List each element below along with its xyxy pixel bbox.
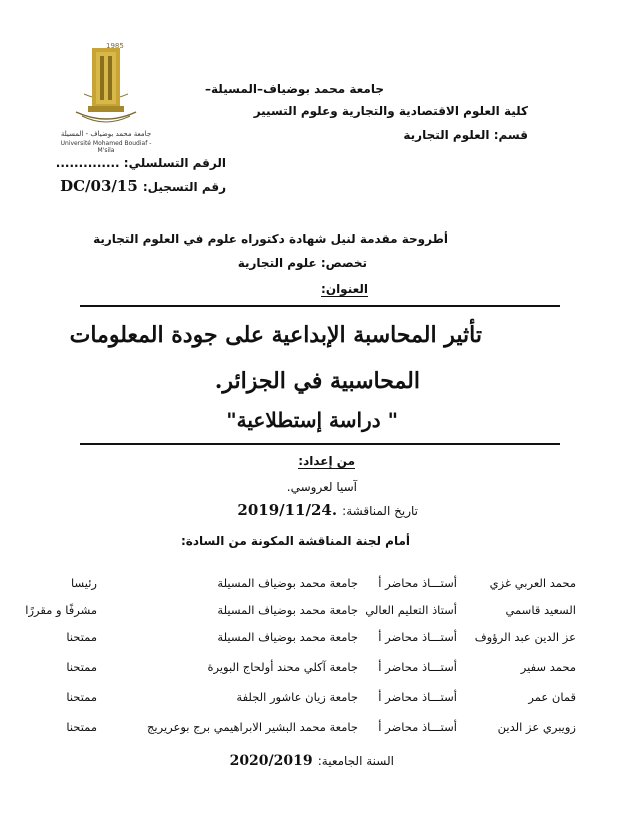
- committee-row: [0, 576, 620, 596]
- academic-year-label: السنة الجامعية:: [317, 754, 394, 768]
- member-role: ممتحنا: [66, 660, 97, 674]
- university-name: جامعة محمد بوضياف–المسيلة–: [205, 82, 384, 96]
- academic-year-value: 2020/2019: [229, 753, 313, 769]
- member-rank: أستـــاذ محاضر أ: [378, 630, 457, 644]
- logo-year: 1985: [106, 42, 124, 50]
- member-role: ممتحنا: [66, 690, 97, 704]
- member-name: السعيد قاسمي: [505, 603, 576, 617]
- title-label: العنوان:: [321, 282, 368, 296]
- member-name: زويبري عز الدين: [497, 720, 576, 734]
- committee-table: [0, 576, 620, 746]
- committee-row: [0, 690, 620, 710]
- committee-row: [0, 603, 620, 623]
- thesis-title-line2: المحاسبية في الجزائر.: [214, 368, 420, 394]
- tower-icon: [56, 36, 156, 131]
- member-university: جامعة محمد بوضياف المسيلة: [217, 576, 358, 590]
- faculty-name: كلية العلوم الاقتصادية والتجارية وعلوم التسيير: [253, 104, 528, 118]
- member-university: جامعة محمد بوضياف المسيلة: [217, 603, 358, 617]
- member-name: قمان عمر: [528, 690, 576, 704]
- member-rank: أستـــاذ محاضر أ: [378, 576, 457, 590]
- member-role: ممتحنا: [66, 630, 97, 644]
- member-university: جامعة آكلي محند أولحاج البويرة: [207, 660, 358, 674]
- committee-row: [0, 630, 620, 650]
- committee-row: [0, 660, 620, 680]
- member-name: محمد سفير: [520, 660, 576, 674]
- defense-date-label: تاريخ المناقشة:: [342, 504, 418, 518]
- registration-value: DC/03/15: [60, 177, 138, 195]
- member-rank: أستاذ التعليم العالي: [365, 603, 457, 617]
- thesis-description: أطروحة مقدمة لنيل شهادة دكتوراه علوم في العلوم التجارية: [93, 232, 448, 246]
- registration-number: [60, 176, 226, 195]
- defense-date-value: 2019/11/24.: [237, 501, 338, 519]
- member-rank: أستـــاذ محاضر أ: [378, 720, 457, 734]
- member-role: مشرفًا و مقررًا: [25, 603, 97, 617]
- divider-top: [80, 305, 560, 307]
- specialty: تخصص: علوم التجارية: [237, 256, 367, 270]
- member-university: جامعة زيان عاشور الجلفة: [236, 690, 358, 704]
- prepared-by-label: من إعداد:: [298, 454, 355, 468]
- thesis-title-line1: تأثير المحاسبة الإبداعية على جودة المعلومات: [69, 322, 482, 348]
- committee-row: [0, 720, 620, 740]
- member-rank: أستـــاذ محاضر أ: [378, 660, 457, 674]
- department-name: قسم: العلوم التجارية: [403, 128, 528, 142]
- registration-label: رقم التسجيل:: [142, 180, 226, 194]
- member-university: جامعة محمد البشير الابراهيمي برج بوعريريج: [146, 720, 358, 734]
- academic-year: [230, 750, 394, 769]
- member-university: جامعة محمد بوضياف المسيلة: [217, 630, 358, 644]
- committee-intro: أمام لجنة المناقشة المكونة من السادة:: [180, 534, 410, 548]
- member-rank: أستـــاذ محاضر أ: [378, 690, 457, 704]
- logo-caption-fr: Université Mohamed Boudiaf - M'sila: [60, 140, 152, 154]
- author-name: آسيا لعروسي.: [286, 480, 357, 494]
- member-role: رئيسا: [71, 576, 97, 590]
- member-name: محمد العربي غزي: [489, 576, 576, 590]
- university-logo: [56, 36, 156, 154]
- serial-number: الرقم التسلسلي: ..............: [55, 156, 226, 170]
- member-role: ممتحنا: [66, 720, 97, 734]
- thesis-title-line3: " دراسة إستطلاعية": [226, 408, 398, 432]
- defense-date: [237, 500, 418, 519]
- logo-caption-ar: جامعة محمد بوضياف - المسيلة: [60, 130, 152, 138]
- member-name: عز الدين عبد الرؤوف: [474, 630, 576, 644]
- divider-bottom: [80, 443, 560, 445]
